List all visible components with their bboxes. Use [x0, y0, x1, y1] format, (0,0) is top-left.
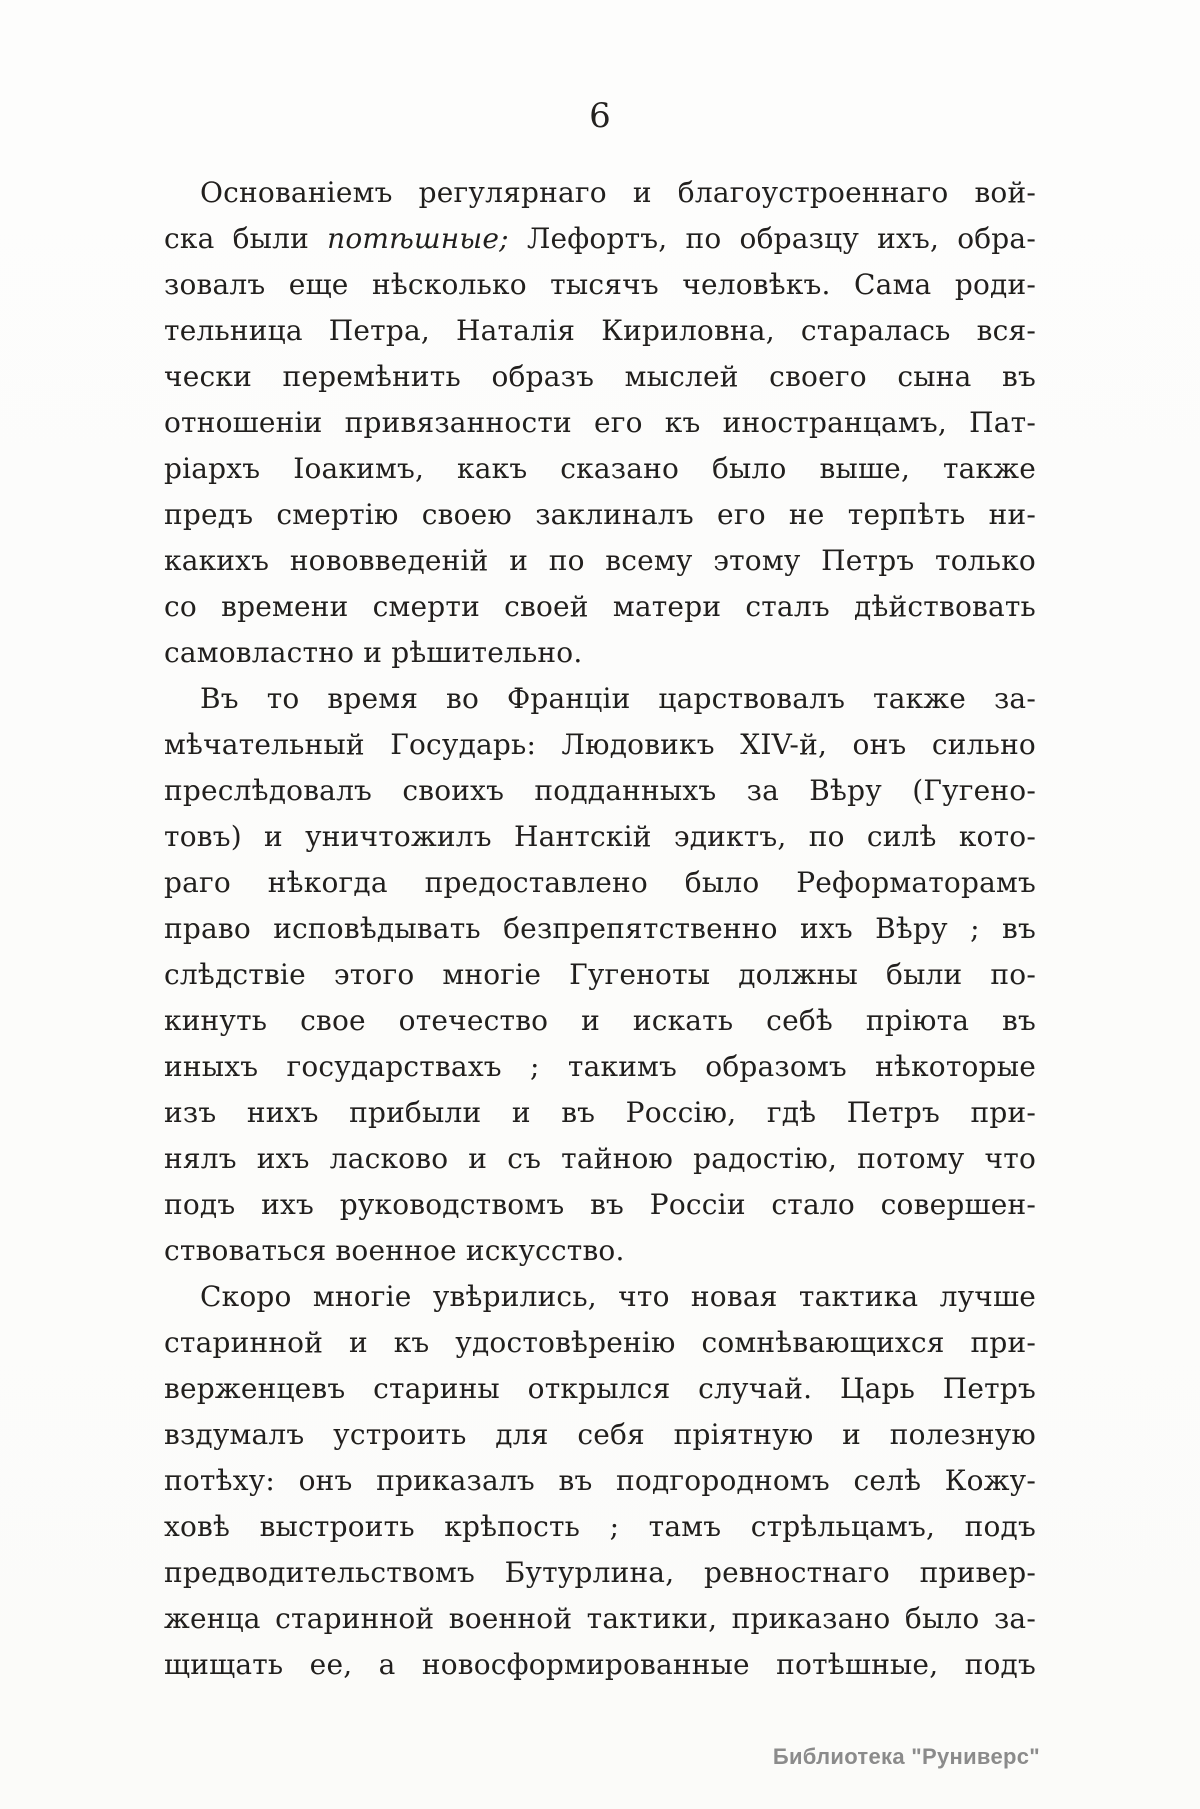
text-line: кинуть свое отечество и искать себѣ пріюта въ [164, 1004, 1036, 1037]
text-line: старинной и къ удостовѣренію сомнѣвающихся при- [164, 1326, 1036, 1359]
text-line: отношеніи привязанности его къ иностранцамъ, Пат- [164, 406, 1036, 439]
text-line: женца старинной военной тактики, приказано было за- [164, 1602, 1036, 1635]
text-line: изъ нихъ прибыли и въ Россію, гдѣ Петръ при- [164, 1096, 1036, 1129]
italic-word: потѣшные; [327, 222, 509, 255]
text-line: Въ то время во Франціи царствовалъ также за- [200, 682, 1036, 715]
text-line: зовалъ еще нѣсколько тысячъ человѣкъ. Сама роди- [164, 268, 1036, 301]
text-line: раго нѣкогда предоставлено было Реформаторамъ [164, 866, 1036, 899]
text-line: щищать ее, а новосформированные потѣшные, подъ [164, 1648, 1036, 1681]
text-line: товъ) и уничтожилъ Нантскій эдиктъ, по силѣ кото- [164, 820, 1036, 853]
text-line: верженцевъ старины открылся случай. Царь Петръ [164, 1372, 1036, 1405]
watermark: Библиотека "Руниверс" [772, 1744, 1040, 1769]
text-line: какихъ нововведеній и по всему этому Петръ только [164, 544, 1036, 577]
text-line: ховѣ выстроить крѣпость ; тамъ стрѣльцамъ, подъ [164, 1510, 1036, 1543]
text-line: подъ ихъ руководствомъ въ Россіи стало совершен- [164, 1188, 1036, 1221]
text-line [164, 216, 1036, 262]
text-line: иныхъ государствахъ ; такимъ образомъ нѣкоторые [164, 1050, 1036, 1083]
text-line: потѣху: онъ приказалъ въ подгородномъ селѣ Кожу- [164, 1464, 1036, 1497]
text-line: вздумалъ устроить для себя пріятную и полезную [164, 1418, 1036, 1451]
text-line: ствоваться военное искусство. [164, 1234, 625, 1267]
text-line: право исповѣдывать безпрепятственно ихъ Вѣру ; въ [164, 912, 1036, 945]
text-line: слѣдствіе этого многіе Гугеноты должны были по- [164, 958, 1036, 991]
text-line: тельница Петра, Наталія Кириловна, старалась вся- [164, 314, 1036, 347]
text-line: Основаніемъ регулярнаго и благоустроеннаго вой- [200, 176, 1036, 209]
page-number: 6 [589, 96, 611, 136]
text-line: со времени смерти своей матери сталъ дѣйствовать [164, 590, 1036, 623]
text-line: ріархъ Іоакимъ, какъ сказано было выше, также [164, 452, 1036, 485]
text-line: самовластно и рѣшительно. [164, 636, 583, 669]
text-line: предъ смертію своею заклиналъ его не терпѣть ни- [164, 498, 1036, 531]
text-line: нялъ ихъ ласково и съ тайною радостію, потому что [164, 1142, 1036, 1175]
text-line: мѣчательный Государь: Людовикъ XIV-й, онъ сильно [164, 728, 1036, 761]
text-segment: Лефортъ, по образцу ихъ, обра- [508, 222, 1036, 255]
text-segment: ска были [164, 222, 328, 255]
page-text [164, 170, 1036, 1688]
text-line: преслѣдовалъ своихъ подданныхъ за Вѣру (Гугено- [164, 774, 1036, 807]
text-line: предводительствомъ Бутурлина, ревностнаго привер- [164, 1556, 1036, 1589]
text-line: Скоро многіе увѣрились, что новая тактика лучше [200, 1280, 1036, 1313]
text-line: чески перемѣнить образъ мыслей своего сына въ [164, 360, 1036, 393]
